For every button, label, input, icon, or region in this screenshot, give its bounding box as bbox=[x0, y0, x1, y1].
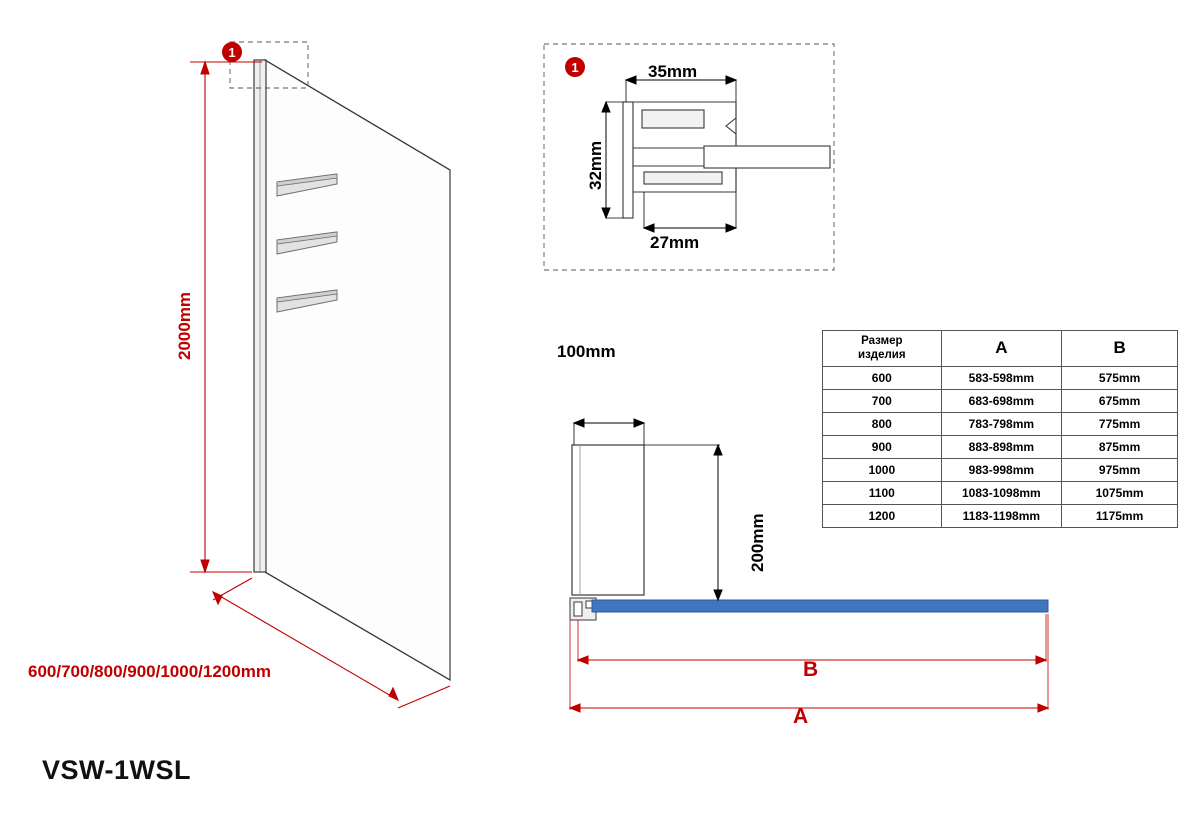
cell-b: 775mm bbox=[1062, 412, 1178, 435]
model-code: VSW-1WSL bbox=[42, 755, 191, 785]
table-header-b: B bbox=[1062, 331, 1178, 367]
cell-a: 583-598mm bbox=[941, 366, 1062, 389]
cell-size: 1000 bbox=[823, 458, 942, 481]
table-header-size-line1: Размер bbox=[861, 335, 903, 347]
size-table bbox=[822, 330, 1178, 528]
detail-width-bottom-label: 27mm bbox=[650, 233, 700, 252]
cell-b: 875mm bbox=[1062, 435, 1178, 458]
cell-size: 1100 bbox=[823, 481, 942, 504]
cell-a: 883-898mm bbox=[941, 435, 1062, 458]
cell-a: 983-998mm bbox=[941, 458, 1062, 481]
table-header-row bbox=[823, 331, 1178, 367]
cell-b: 1075mm bbox=[1062, 481, 1178, 504]
table-row bbox=[823, 458, 1178, 481]
front-view-height-label: 2000mm bbox=[175, 291, 194, 360]
cell-b: 575mm bbox=[1062, 366, 1178, 389]
front-view-detail-badge bbox=[222, 42, 242, 62]
cell-b: 675mm bbox=[1062, 389, 1178, 412]
table-row bbox=[823, 504, 1178, 527]
front-view-width-options-label: 600/700/800/900/1000/1200mm bbox=[28, 662, 271, 681]
table-header-size bbox=[823, 331, 942, 367]
top-view-dim-a-label: A bbox=[793, 705, 809, 728]
cell-size: 1200 bbox=[823, 504, 942, 527]
top-view-depth-label: 100mm bbox=[557, 342, 616, 361]
cell-b: 975mm bbox=[1062, 458, 1178, 481]
top-view-dim-b-label: B bbox=[803, 658, 819, 681]
cell-b: 1175mm bbox=[1062, 504, 1178, 527]
detail-view-badge bbox=[565, 57, 585, 77]
cell-size: 600 bbox=[823, 366, 942, 389]
top-view-glass-pane bbox=[592, 600, 1048, 612]
detail-view-badge-number: 1 bbox=[571, 59, 579, 75]
top-view-height-label: 200mm bbox=[748, 513, 767, 572]
detail-height-left-label: 32mm bbox=[586, 140, 605, 190]
cell-a: 783-798mm bbox=[941, 412, 1062, 435]
top-view-wall-plate bbox=[572, 445, 644, 595]
table-row bbox=[823, 412, 1178, 435]
cell-a: 1183-1198mm bbox=[941, 504, 1062, 527]
size-table-container bbox=[822, 330, 1178, 528]
front-view-drawing bbox=[0, 0, 520, 760]
cell-size: 700 bbox=[823, 389, 942, 412]
table-header-size-line2: изделия bbox=[858, 349, 906, 362]
cell-a: 1083-1098mm bbox=[941, 481, 1062, 504]
cell-size: 900 bbox=[823, 435, 942, 458]
table-row bbox=[823, 481, 1178, 504]
front-view-detail-badge-number: 1 bbox=[228, 44, 236, 60]
cell-size: 800 bbox=[823, 412, 942, 435]
table-row bbox=[823, 389, 1178, 412]
cell-a: 683-698mm bbox=[941, 389, 1062, 412]
table-row bbox=[823, 435, 1178, 458]
table-header-a: A bbox=[941, 331, 1062, 367]
detail-width-top-label: 35mm bbox=[648, 62, 698, 81]
table-row bbox=[823, 366, 1178, 389]
